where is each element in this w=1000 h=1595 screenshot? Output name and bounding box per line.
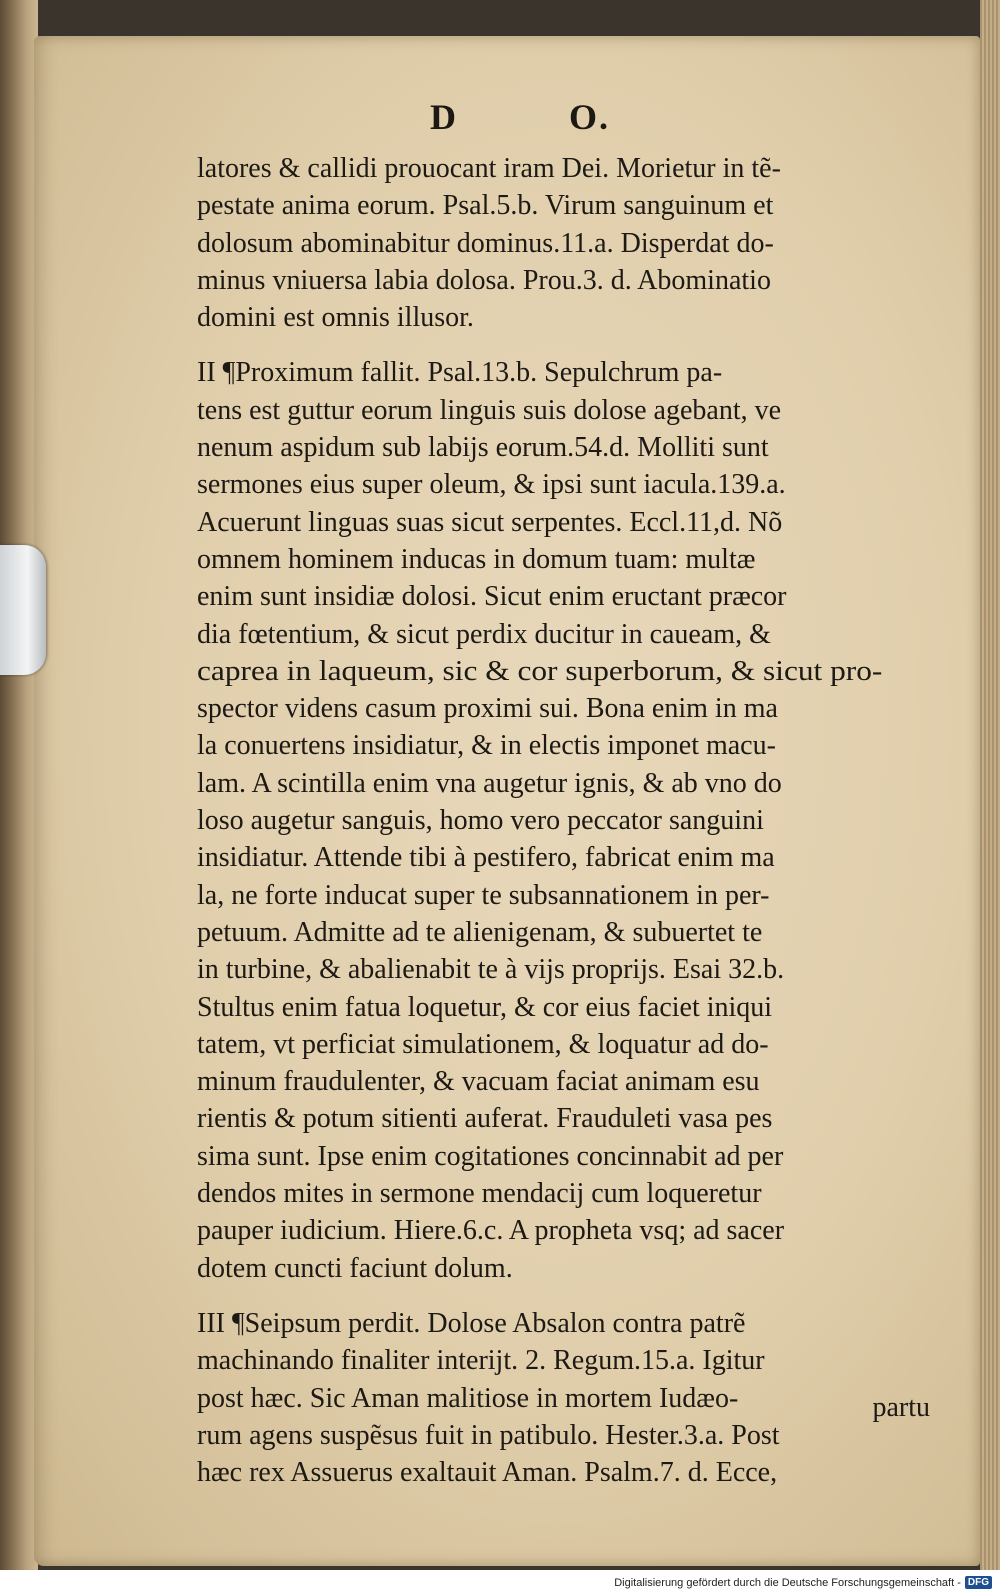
text-line (197, 504, 942, 541)
text-line-content: minus vniuersa labia dolosa. Prou.3. d. Abominatio (197, 264, 771, 296)
text-line-content: rientis & potum sitienti auferat. Frauduleti vasa pes (197, 1103, 773, 1135)
text-line-content: tatem, vt perficiat simulationem, & loquatur ad do- (197, 1028, 769, 1060)
text-line-content: loso augetur sanguis, homo vero peccator sanguini (197, 805, 764, 837)
text-line (197, 1305, 942, 1342)
text-line (197, 299, 942, 336)
text-line (197, 1138, 942, 1175)
text-line (197, 951, 942, 988)
text-line-content: Acuerunt linguas suas sicut serpentes. Eccl.11,d. Nõ (197, 506, 783, 538)
text-line-content: domini est omnis illusor. (197, 302, 474, 334)
text-line-content: nenum aspidum sub labijs eorum.54.d. Molliti sunt (197, 432, 769, 464)
text-line (197, 1100, 942, 1137)
text-line-content: la, ne forte inducat super te subsannationem in per- (197, 879, 770, 911)
footer-credit: Digitalisierung gefördert durch die Deutsche Forschungsgemeinschaft - (614, 1576, 961, 1589)
text-line (197, 802, 942, 839)
text-line-content: enim sunt insidiæ dolosi. Sicut enim eructant præcor (197, 581, 787, 613)
paragraph (197, 354, 942, 1286)
text-line (197, 1342, 942, 1379)
text-line (197, 1063, 942, 1100)
text-line (197, 225, 942, 262)
text-line (197, 839, 942, 876)
text-line (197, 541, 942, 578)
book-binding (0, 0, 38, 1570)
text-line (197, 354, 942, 391)
text-line (197, 727, 942, 764)
text-line (197, 1212, 942, 1249)
text-line-content: minum fraudulenter, & vacuam faciat animam esu (197, 1066, 760, 1098)
text-line (197, 1250, 942, 1287)
text-line (197, 616, 942, 653)
text-line-content: dendos mites in sermone mendacij cum loqueretur (197, 1178, 762, 1210)
text-line-content: post hæc. Sic Aman malitiose in mortem Iudæo- (197, 1382, 739, 1414)
text-line (197, 150, 942, 187)
page-edges (980, 0, 1000, 1570)
paragraph (197, 1305, 942, 1491)
text-line (197, 914, 942, 951)
text-line-content: latores & callidi prouocant iram Dei. Morietur in tẽ- (197, 153, 781, 184)
digitization-footer (0, 1570, 1000, 1595)
text-line (197, 429, 942, 466)
text-line (197, 690, 942, 727)
text-line-content: sermones eius super oleum, & ipsi sunt iacula.139.a. (197, 469, 786, 501)
text-line (197, 392, 942, 429)
paragraph-gap (197, 1287, 942, 1305)
running-head-left: D (430, 97, 458, 137)
paragraph (197, 150, 942, 336)
text-line-content: in turbine, & abalienabit te à vijs proprijs. Esai 32.b. (197, 954, 785, 986)
text-line-content: dotem cuncti faciunt dolum. (197, 1252, 513, 1284)
text-line (197, 187, 942, 224)
text-line-content: sima sunt. Ipse enim cogitationes concinnabit ad per (197, 1140, 784, 1172)
text-line (197, 466, 942, 503)
text-line (197, 1026, 942, 1063)
text-line-content: lam. A scintilla enim vna augetur ignis, & ab vno do (197, 767, 782, 799)
text-line-content: tens est guttur eorum linguis suis dolose agebant, ve (197, 394, 782, 426)
text-line-content: spector videns casum proximi sui. Bona enim in ma (197, 693, 778, 725)
text-line (197, 877, 942, 914)
text-line-content: omnem hominem inducas in domum tuam: multæ (197, 543, 756, 575)
running-head-right: O. (568, 97, 610, 137)
text-line (197, 262, 942, 299)
text-line (197, 1175, 942, 1212)
text-line (197, 765, 942, 802)
text-line (197, 1454, 942, 1491)
paragraph-gap (197, 336, 942, 354)
text-line-content: rum agens suspẽsus fuit in patibulo. Hester.3.a. Post (197, 1419, 780, 1451)
text-line-content: III ¶Seipsum perdit. Dolose Absalon contra patrẽ (197, 1307, 746, 1339)
text-line-content: machinando finaliter interijt. 2. Regum.15.a. Igitur (197, 1345, 765, 1377)
dfg-logo: DFG (965, 1576, 992, 1589)
text-line-content: insidiatur. Attende tibi à pestifero, fabricat enim ma (197, 842, 775, 874)
catchword: partu (872, 1392, 930, 1423)
body-text (197, 150, 942, 1491)
text-line (197, 653, 942, 690)
text-line (197, 1417, 942, 1454)
text-line-content: pauper iudicium. Hiere.6.c. A propheta vsq; ad sacer (197, 1215, 785, 1247)
text-line-content: la conuertens insidiatur, & in electis imponet macu- (197, 730, 776, 762)
text-line-content: caprea in laqueum, sic & cor superborum, & sicut pro- (197, 655, 883, 687)
text-line-content: hæc rex Assuerus exaltauit Aman. Psalm.7. d. Ecce, (197, 1457, 778, 1489)
book-clasp (0, 545, 46, 675)
running-head (430, 96, 610, 138)
text-line-content: petuum. Admitte ad te alienigenam, & subuertet te (197, 916, 763, 948)
text-line-content: dia fœtentium, & sicut perdix ducitur in caueam, & (197, 618, 771, 650)
text-line-content: II ¶Proximum fallit. Psal.13.b. Sepulchrum pa- (197, 357, 723, 389)
text-line-content: pestate anima eorum. Psal.5.b. Virum sanguinum et (197, 190, 774, 222)
text-line (197, 1380, 942, 1417)
text-line (197, 989, 942, 1026)
text-line-content: Stultus enim fatua loquetur, & cor eius faciet iniqui (197, 991, 773, 1023)
text-line (197, 578, 942, 615)
text-line-content: dolosum abominabitur dominus.11.a. Disperdat do- (197, 227, 774, 259)
